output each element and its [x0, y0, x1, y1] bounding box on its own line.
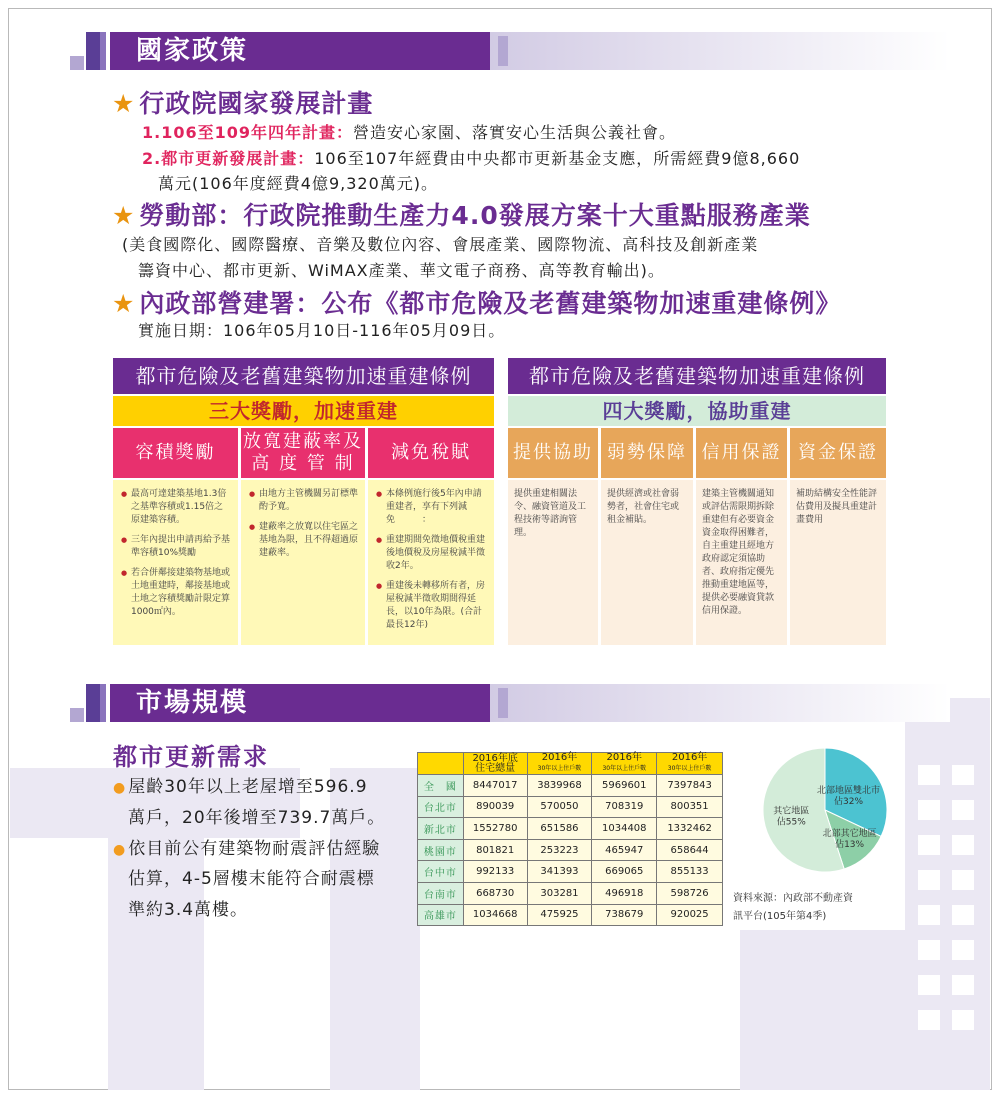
table-row — [418, 818, 723, 840]
row-label: 台中市 — [418, 861, 464, 883]
table-cell: 303281 — [527, 882, 592, 904]
market-bullet-2-cont-2: 準約3.4萬樓。 — [128, 900, 249, 920]
left-table-title: 都市危險及老舊建築物加速重建條例 — [113, 358, 494, 394]
header-assistance: 提供協助 — [508, 428, 598, 478]
pie-chart — [720, 740, 900, 880]
star-icon: ★ — [112, 201, 136, 230]
right-col-4: 補助結構安全性能評估費用及擬具重建計畫費用 — [790, 480, 886, 645]
table-cell: 1034668 — [463, 904, 527, 926]
header-floor-area-bonus: 容積獎勵 — [113, 428, 238, 478]
policy-item-2-cont: 萬元(106年度經費4億9,320萬元)。 — [158, 174, 439, 193]
list-item: ● 重建後未轉移所有者，房屋稅減半徵收期間得延長，以10年為限。(合計最長12年) — [376, 580, 488, 632]
column-header: 2016年 30年以上住戶數 — [592, 753, 657, 775]
row-label: 台北市 — [418, 796, 464, 818]
list-item: ● 三年內提出申請再給予基準容積10%獎勵 — [121, 534, 232, 560]
left-col-1 — [113, 480, 238, 645]
table-cell: 598726 — [657, 882, 723, 904]
row-label: 新北市 — [418, 818, 464, 840]
table-cell: 651586 — [527, 818, 592, 840]
table-cell: 496918 — [592, 882, 657, 904]
table-cell: 800351 — [657, 796, 723, 818]
policy-item-2: 2.都市更新發展計畫：106至107年經費由中央都市更新基金支應，所需經費9億8,660 — [142, 149, 801, 168]
left-table-subtitle: 三大獎勵，加速重建 — [113, 396, 494, 426]
table-row — [418, 775, 723, 797]
policy-section-header — [70, 32, 940, 82]
right-table-subtitle: 四大獎勵，協助重建 — [508, 396, 886, 426]
list-item: ● 建蔽率之放寬以住宅區之基地為限，且不得超過原建蔽率。 — [249, 521, 359, 560]
table-row — [418, 882, 723, 904]
table-row — [418, 796, 723, 818]
watermark-building — [905, 698, 990, 1090]
table-cell: 253223 — [527, 839, 592, 861]
table-cell: 8447017 — [463, 775, 527, 797]
table-row — [418, 904, 723, 926]
list-item: ● 重建期間免徵地價稅重建後地價稅及房屋稅減半徵收2年。 — [376, 534, 488, 573]
table-cell: 3839968 — [527, 775, 592, 797]
table-cell: 1552780 — [463, 818, 527, 840]
market-bullet-2: ● 依目前公有建築物耐震評估經驗 — [113, 839, 381, 859]
table-cell: 475925 — [527, 904, 592, 926]
market-bullet-1-cont: 萬戶，20年後增至739.7萬戶。 — [128, 808, 386, 828]
policy-heading-3: ★ 內政部營建署：公布《都市危險及老舊建築物加速重建條例》 — [112, 289, 842, 318]
market-section-header — [70, 684, 940, 734]
right-col-1: 提供重建相關法令、融資管道及工程技術等諮詢管理。 — [508, 480, 598, 645]
header-credit-guarantee: 信用保證 — [696, 428, 787, 478]
table-cell: 801821 — [463, 839, 527, 861]
policy-heading-2-line-2: 籌資中心、都市更新、WiMAX產業、華文電子商務、高等教育輸出)。 — [138, 261, 665, 280]
row-label: 高雄市 — [418, 904, 464, 926]
policy-item-1: 1.106至109年四年計畫：營造安心家園、落實安心生活與公義社會。 — [142, 123, 677, 142]
policy-heading-2: ★ 勞動部：行政院推動生產力4.0發展方案十大重點服務產業 — [112, 201, 811, 230]
table-cell: 570050 — [527, 796, 592, 818]
header-coverage-height: 放寬建蔽率及 高 度 管 制 — [241, 428, 365, 478]
table-cell: 1332462 — [657, 818, 723, 840]
table-cell: 738679 — [592, 904, 657, 926]
policy-section-title: 國家政策 — [110, 32, 490, 70]
table-cell: 1034408 — [592, 818, 657, 840]
watermark-r — [740, 930, 910, 1090]
table-cell: 855133 — [657, 861, 723, 883]
market-subtitle: 都市更新需求 — [113, 743, 269, 771]
table-cell: 5969601 — [592, 775, 657, 797]
table-cell: 658644 — [657, 839, 723, 861]
policy-heading-3-line: 實施日期：106年05月10日-116年05月09日。 — [138, 321, 506, 340]
housing-table — [417, 752, 723, 926]
market-section-title: 市場規模 — [110, 684, 490, 722]
row-label: 全 國 — [418, 775, 464, 797]
header-fund-guarantee: 資金保證 — [790, 428, 886, 478]
table-cell: 7397843 — [657, 775, 723, 797]
pie-slice-label: 其它地區佔55% — [773, 806, 810, 828]
table-cell: 668730 — [463, 882, 527, 904]
right-table-title: 都市危險及老舊建築物加速重建條例 — [508, 358, 886, 394]
market-bullet-2-cont-1: 估算，4-5層樓末能符合耐震標 — [128, 869, 375, 889]
header-disadvantaged: 弱勢保障 — [601, 428, 693, 478]
table-row — [418, 839, 723, 861]
left-col-3 — [368, 480, 494, 645]
header-tax-reduction: 減免稅賦 — [368, 428, 494, 478]
list-item: ● 最高可達建築基地1.3倍之基準容積或1.15倍之原建築容積。 — [121, 488, 232, 527]
table-cell: 341393 — [527, 861, 592, 883]
table-cell: 708319 — [592, 796, 657, 818]
pie-slice-label: 北部地區雙北市佔32% — [817, 786, 881, 808]
pie-slice-label: 北部其它地區佔13% — [822, 828, 877, 850]
market-bullet-1: ● 屋齡30年以上老屋增至596.9 — [113, 777, 368, 797]
star-icon: ★ — [112, 289, 136, 318]
policy-heading-2-line-1: (美食國際化、國際醫療、音樂及數位內容、會展產業、國際物流、高科技及創新產業 — [122, 235, 759, 254]
left-col-2 — [241, 480, 365, 645]
column-header: 2016年底 住宅總量 — [463, 753, 527, 775]
table-cell: 920025 — [657, 904, 723, 926]
column-header: 2016年 30年以上住戶數 — [657, 753, 723, 775]
list-item: ● 若合併鄰接建築物基地或土地重建時，鄰接基地或土地之容積獎勵計限定算1000㎡內。 — [121, 567, 232, 619]
row-label: 台南市 — [418, 882, 464, 904]
right-col-3: 建築主管機關通知或評估需限期拆除重建但有必要資金資金取得困難者，自主重建且經地方政府認定須協助者、政府指定優先推動重建地區等，提供必要融資貸款信用保證。 — [696, 480, 787, 645]
table-cell: 669065 — [592, 861, 657, 883]
star-icon: ★ — [112, 89, 136, 118]
row-label: 桃園市 — [418, 839, 464, 861]
table-cell: 992133 — [463, 861, 527, 883]
data-source: 資料來源：內政部不動產資 訊平台(105年第4季) — [733, 893, 853, 922]
table-header-row — [418, 753, 723, 775]
table-cell: 465947 — [592, 839, 657, 861]
right-col-2: 提供經濟或社會弱勢者，社會住宅或租金補貼。 — [601, 480, 693, 645]
list-item: ● 由地方主管機關另訂標準酌予寬。 — [249, 488, 359, 514]
table-cell: 890039 — [463, 796, 527, 818]
table-row — [418, 861, 723, 883]
column-header: 2016年 30年以上住戶數 — [527, 753, 592, 775]
policy-heading-1: ★ 行政院國家發展計畫 — [112, 89, 374, 118]
list-item: ● 本條例施行後5年內申請重建者，享有下列減 免 ： — [376, 488, 488, 527]
